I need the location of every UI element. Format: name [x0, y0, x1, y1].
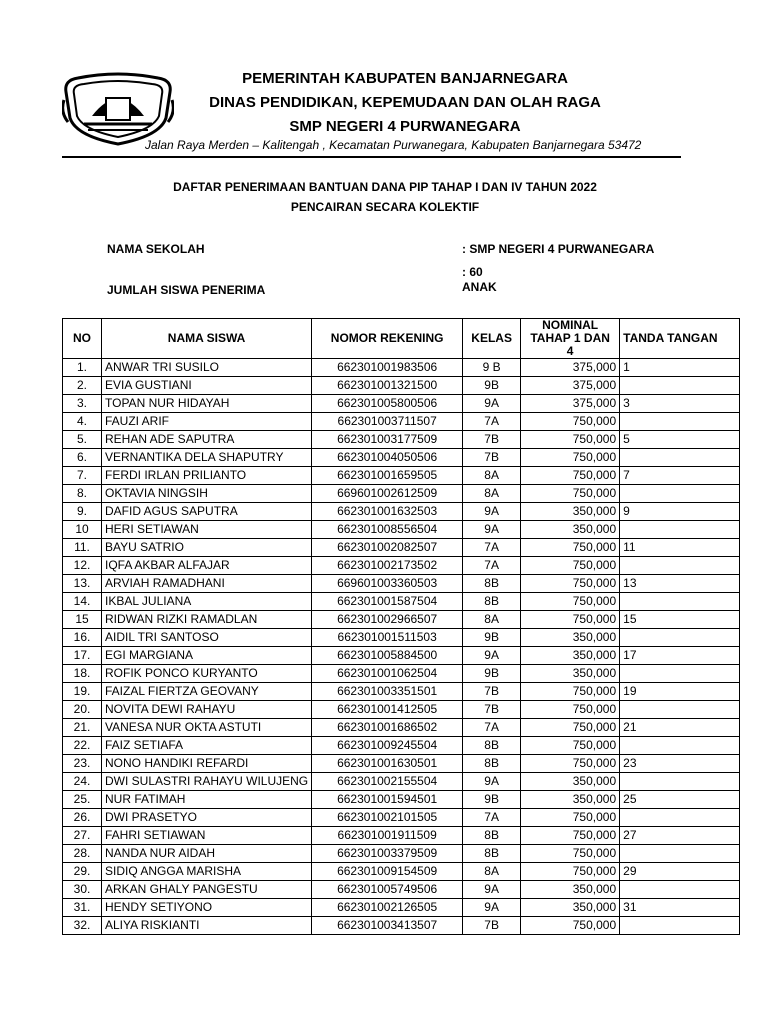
class-cell: 9A	[463, 773, 521, 791]
row-number: 27.	[63, 827, 102, 845]
signature-cell: 3	[620, 395, 740, 413]
row-number: 10	[63, 521, 102, 539]
row-number: 13.	[63, 575, 102, 593]
signature-cell	[620, 449, 740, 467]
student-name: TOPAN NUR HIDAYAH	[102, 395, 312, 413]
student-name: HENDY SETIYONO	[102, 899, 312, 917]
signature-cell: 17	[620, 647, 740, 665]
signature-cell: 21	[620, 719, 740, 737]
student-name: AIDIL TRI SANTOSO	[102, 629, 312, 647]
signature-cell: 13	[620, 575, 740, 593]
student-name: VANESA NUR OKTA ASTUTI	[102, 719, 312, 737]
class-cell: 9A	[463, 899, 521, 917]
table-row	[63, 665, 740, 683]
student-name: EVIA GUSTIANI	[102, 377, 312, 395]
row-number: 15	[63, 611, 102, 629]
header-no: NO	[63, 319, 102, 359]
class-cell: 8B	[463, 755, 521, 773]
class-cell: 8B	[463, 845, 521, 863]
nominal-amount: 750,000	[521, 719, 620, 737]
student-name: ALIYA RISKIANTI	[102, 917, 312, 935]
table-row	[63, 791, 740, 809]
class-cell: 8B	[463, 737, 521, 755]
class-cell: 9A	[463, 881, 521, 899]
row-number: 31.	[63, 899, 102, 917]
table-row	[63, 557, 740, 575]
table-header-row	[63, 319, 740, 359]
row-number: 14.	[63, 593, 102, 611]
row-number: 26.	[63, 809, 102, 827]
student-name: NUR FATIMAH	[102, 791, 312, 809]
account-number: 662301001594501	[312, 791, 463, 809]
student-name: DWI SULASTRI RAHAYU WILUJENG	[102, 773, 312, 791]
student-name: FAIZAL FIERTZA GEOVANY	[102, 683, 312, 701]
account-number: 662301001630501	[312, 755, 463, 773]
letterhead	[0, 0, 768, 165]
row-number: 20.	[63, 701, 102, 719]
row-number: 29.	[63, 863, 102, 881]
signature-cell	[620, 377, 740, 395]
nominal-amount: 350,000	[521, 647, 620, 665]
signature-cell: 23	[620, 755, 740, 773]
account-number: 662301001911509	[312, 827, 463, 845]
school-name-value: : SMP NEGERI 4 PURWANEGARA	[462, 242, 655, 256]
nominal-amount: 750,000	[521, 863, 620, 881]
row-number: 1.	[63, 359, 102, 377]
header-nominal	[521, 319, 620, 359]
account-number: 669601003360503	[312, 575, 463, 593]
row-number: 28.	[63, 845, 102, 863]
nominal-amount: 750,000	[521, 611, 620, 629]
class-cell: 8A	[463, 611, 521, 629]
signature-cell	[620, 629, 740, 647]
table-row	[63, 359, 740, 377]
signature-cell: 19	[620, 683, 740, 701]
header-account: NOMOR REKENING	[312, 319, 463, 359]
signature-cell	[620, 521, 740, 539]
signature-cell: 25	[620, 791, 740, 809]
header-divider	[62, 156, 681, 158]
document-title: DAFTAR PENERIMAAN BANTUAN DANA PIP TAHAP I DAN IV TAHUN 2022	[173, 180, 597, 194]
recipient-count-label: JUMLAH SISWA PENERIMA	[107, 283, 266, 297]
row-number: 21.	[63, 719, 102, 737]
nominal-amount: 350,000	[521, 665, 620, 683]
row-number: 12.	[63, 557, 102, 575]
class-cell: 9B	[463, 377, 521, 395]
table-row	[63, 881, 740, 899]
table-row	[63, 917, 740, 935]
account-number: 662301004050506	[312, 449, 463, 467]
nominal-amount: 375,000	[521, 359, 620, 377]
row-number: 23.	[63, 755, 102, 773]
row-number: 30.	[63, 881, 102, 899]
signature-cell	[620, 701, 740, 719]
student-name: OKTAVIA NINGSIH	[102, 485, 312, 503]
signature-cell	[620, 737, 740, 755]
table-row	[63, 539, 740, 557]
nominal-amount: 750,000	[521, 539, 620, 557]
nominal-amount: 750,000	[521, 701, 620, 719]
class-cell: 7B	[463, 917, 521, 935]
nominal-amount: 350,000	[521, 629, 620, 647]
signature-cell	[620, 557, 740, 575]
table-row	[63, 863, 740, 881]
account-number: 662301002966507	[312, 611, 463, 629]
class-cell: 7A	[463, 413, 521, 431]
nominal-amount: 350,000	[521, 773, 620, 791]
class-cell: 7A	[463, 557, 521, 575]
class-cell: 8A	[463, 485, 521, 503]
account-number: 669601002612509	[312, 485, 463, 503]
nominal-amount: 750,000	[521, 827, 620, 845]
row-number: 7.	[63, 467, 102, 485]
nominal-amount: 750,000	[521, 809, 620, 827]
signature-cell	[620, 773, 740, 791]
table-row	[63, 719, 740, 737]
signature-cell: 15	[620, 611, 740, 629]
student-name: SIDIQ ANGGA MARISHA	[102, 863, 312, 881]
account-number: 662301003711507	[312, 413, 463, 431]
header-nominal-line1: NOMINAL	[542, 318, 599, 332]
nominal-amount: 350,000	[521, 503, 620, 521]
table-row	[63, 575, 740, 593]
table-row	[63, 395, 740, 413]
row-number: 2.	[63, 377, 102, 395]
class-cell: 7B	[463, 683, 521, 701]
nominal-amount: 750,000	[521, 593, 620, 611]
table-row	[63, 845, 740, 863]
account-number: 662301001321500	[312, 377, 463, 395]
class-cell: 7A	[463, 809, 521, 827]
table-row	[63, 629, 740, 647]
table-row	[63, 521, 740, 539]
class-cell: 9B	[463, 791, 521, 809]
signature-cell: 11	[620, 539, 740, 557]
recipient-count-value: : 60	[462, 265, 483, 279]
class-cell: 8B	[463, 575, 521, 593]
row-number: 6.	[63, 449, 102, 467]
recipient-count-unit: ANAK	[462, 280, 497, 294]
nominal-amount: 750,000	[521, 413, 620, 431]
nominal-amount: 750,000	[521, 431, 620, 449]
class-cell: 7A	[463, 539, 521, 557]
account-number: 662301001632503	[312, 503, 463, 521]
signature-cell	[620, 917, 740, 935]
header-nominal-line3: 4	[566, 344, 574, 358]
student-name: RIDWAN RIZKI RAMADLAN	[102, 611, 312, 629]
signature-cell: 9	[620, 503, 740, 521]
row-number: 5.	[63, 431, 102, 449]
signature-cell	[620, 809, 740, 827]
row-number: 24.	[63, 773, 102, 791]
class-cell: 9B	[463, 629, 521, 647]
row-number: 18.	[63, 665, 102, 683]
header-nominal-line2: TAHAP 1 DAN	[530, 331, 610, 345]
nominal-amount: 750,000	[521, 917, 620, 935]
table-row	[63, 449, 740, 467]
school-name-label: NAMA SEKOLAH	[107, 242, 205, 256]
class-cell: 7B	[463, 449, 521, 467]
nominal-amount: 750,000	[521, 845, 620, 863]
account-number: 662301009245504	[312, 737, 463, 755]
signature-cell: 5	[620, 431, 740, 449]
nominal-amount: 350,000	[521, 521, 620, 539]
signature-cell	[620, 881, 740, 899]
nominal-amount: 350,000	[521, 881, 620, 899]
nominal-amount: 750,000	[521, 485, 620, 503]
recipient-table	[62, 318, 740, 935]
recipient-table-container	[62, 318, 768, 935]
nominal-amount: 750,000	[521, 737, 620, 755]
account-number: 662301008556504	[312, 521, 463, 539]
student-name: DAFID AGUS SAPUTRA	[102, 503, 312, 521]
table-row	[63, 827, 740, 845]
student-name: NONO HANDIKI REFARDI	[102, 755, 312, 773]
table-row	[63, 467, 740, 485]
account-number: 662301003379509	[312, 845, 463, 863]
row-number: 19.	[63, 683, 102, 701]
row-number: 22.	[63, 737, 102, 755]
account-number: 662301002155504	[312, 773, 463, 791]
class-cell: 8A	[463, 467, 521, 485]
nominal-amount: 750,000	[521, 575, 620, 593]
row-number: 17.	[63, 647, 102, 665]
student-name: FERDI IRLAN PRILIANTO	[102, 467, 312, 485]
class-cell: 9 B	[463, 359, 521, 377]
table-row	[63, 737, 740, 755]
row-number: 16.	[63, 629, 102, 647]
document-subtitle: PENCAIRAN SECARA KOLEKTIF	[290, 200, 480, 214]
table-row	[63, 431, 740, 449]
header-name: NAMA SISWA	[102, 319, 312, 359]
account-number: 662301001062504	[312, 665, 463, 683]
student-name: EGI MARGIANA	[102, 647, 312, 665]
class-cell: 7B	[463, 431, 521, 449]
account-number: 662301009154509	[312, 863, 463, 881]
student-name: HERI SETIAWAN	[102, 521, 312, 539]
student-name: ROFIK PONCO KURYANTO	[102, 665, 312, 683]
header-school: SMP NEGERI 4 PURWANEGARA	[289, 118, 521, 135]
account-number: 662301003177509	[312, 431, 463, 449]
student-name: DWI PRASETYO	[102, 809, 312, 827]
account-number: 662301002126505	[312, 899, 463, 917]
nominal-amount: 750,000	[521, 557, 620, 575]
signature-cell	[620, 593, 740, 611]
nominal-amount: 750,000	[521, 449, 620, 467]
table-row	[63, 377, 740, 395]
header-address: Jalan Raya Merden – Kalitengah , Kecamatan Purwanegara, Kabupaten Banjarnegara 53472	[145, 138, 642, 152]
table-row	[63, 809, 740, 827]
class-cell: 7B	[463, 701, 521, 719]
account-number: 662301001511503	[312, 629, 463, 647]
table-row	[63, 647, 740, 665]
student-name: VERNANTIKA DELA SHAPUTRY	[102, 449, 312, 467]
table-row	[63, 701, 740, 719]
nominal-amount: 350,000	[521, 791, 620, 809]
account-number: 662301005800506	[312, 395, 463, 413]
row-number: 4.	[63, 413, 102, 431]
class-cell: 8B	[463, 593, 521, 611]
table-row	[63, 503, 740, 521]
class-cell: 9B	[463, 665, 521, 683]
table-row	[63, 611, 740, 629]
student-name: FAIZ SETIAFA	[102, 737, 312, 755]
table-row	[63, 755, 740, 773]
nominal-amount: 750,000	[521, 683, 620, 701]
signature-cell: 1	[620, 359, 740, 377]
table-row	[63, 485, 740, 503]
signature-cell: 27	[620, 827, 740, 845]
account-number: 662301005884500	[312, 647, 463, 665]
signature-cell: 29	[620, 863, 740, 881]
header-class: KELAS	[463, 319, 521, 359]
student-name: ARKAN GHALY PANGESTU	[102, 881, 312, 899]
table-row	[63, 773, 740, 791]
student-name: REHAN ADE SAPUTRA	[102, 431, 312, 449]
header-signature: TANDA TANGAN	[620, 319, 740, 359]
account-number: 662301001686502	[312, 719, 463, 737]
signature-cell	[620, 413, 740, 431]
regency-emblem-icon	[62, 72, 174, 146]
account-number: 662301001412505	[312, 701, 463, 719]
signature-cell: 7	[620, 467, 740, 485]
student-name: ARVIAH RAMADHANI	[102, 575, 312, 593]
table-body	[63, 359, 740, 935]
signature-cell: 31	[620, 899, 740, 917]
table-row	[63, 899, 740, 917]
account-number: 662301002173502	[312, 557, 463, 575]
row-number: 11.	[63, 539, 102, 557]
class-cell: 9A	[463, 395, 521, 413]
row-number: 8.	[63, 485, 102, 503]
account-number: 662301001587504	[312, 593, 463, 611]
nominal-amount: 750,000	[521, 467, 620, 485]
student-name: FAHRI SETIAWAN	[102, 827, 312, 845]
student-name: NANDA NUR AIDAH	[102, 845, 312, 863]
nominal-amount: 750,000	[521, 755, 620, 773]
student-name: IQFA AKBAR ALFAJAR	[102, 557, 312, 575]
account-number: 662301001983506	[312, 359, 463, 377]
signature-cell	[620, 485, 740, 503]
account-number: 662301003413507	[312, 917, 463, 935]
account-number: 662301005749506	[312, 881, 463, 899]
row-number: 9.	[63, 503, 102, 521]
account-number: 662301001659505	[312, 467, 463, 485]
nominal-amount: 375,000	[521, 395, 620, 413]
class-cell: 9A	[463, 521, 521, 539]
header-government: PEMERINTAH KABUPATEN BANJARNEGARA	[242, 70, 568, 87]
student-name: NOVITA DEWI RAHAYU	[102, 701, 312, 719]
student-name: FAUZI ARIF	[102, 413, 312, 431]
table-row	[63, 683, 740, 701]
nominal-amount: 350,000	[521, 899, 620, 917]
class-cell: 9A	[463, 647, 521, 665]
header-department: DINAS PENDIDIKAN, KEPEMUDAAN DAN OLAH RAGA	[209, 94, 601, 111]
student-name: IKBAL JULIANA	[102, 593, 312, 611]
signature-cell	[620, 665, 740, 683]
table-row	[63, 413, 740, 431]
account-number: 662301002082507	[312, 539, 463, 557]
student-name: BAYU SATRIO	[102, 539, 312, 557]
class-cell: 9A	[463, 503, 521, 521]
student-name: ANWAR TRI SUSILO	[102, 359, 312, 377]
class-cell: 7A	[463, 719, 521, 737]
account-number: 662301003351501	[312, 683, 463, 701]
nominal-amount: 375,000	[521, 377, 620, 395]
table-row	[63, 593, 740, 611]
signature-cell	[620, 845, 740, 863]
class-cell: 8A	[463, 863, 521, 881]
row-number: 32.	[63, 917, 102, 935]
class-cell: 8B	[463, 827, 521, 845]
account-number: 662301002101505	[312, 809, 463, 827]
row-number: 3.	[63, 395, 102, 413]
row-number: 25.	[63, 791, 102, 809]
